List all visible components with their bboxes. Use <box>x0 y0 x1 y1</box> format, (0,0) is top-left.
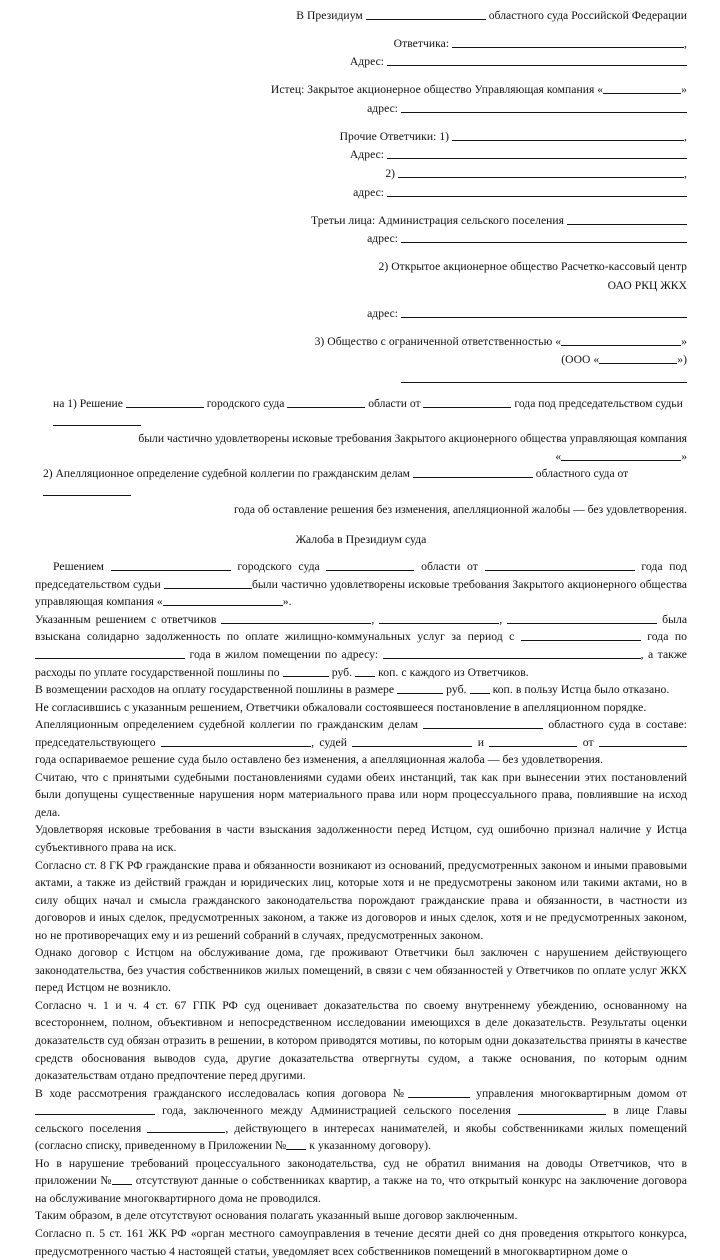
blank-other-respondent-2-address[interactable] <box>387 185 687 197</box>
p1-f-open: « <box>156 595 163 609</box>
paragraph-conclusion-no-contract: Таким образом, в деле отсутствуют основания полагать указанный выше договор заключенным. <box>35 1209 518 1223</box>
appealed-act-2-line-2: года об оставление решения без изменения, апелляционной жалобы — без удовлетворения. <box>234 502 687 516</box>
plaintiff-address-label: адрес: <box>367 101 399 115</box>
blank-p2-fee-rub[interactable] <box>283 665 329 677</box>
p11-b: управления многоквартирным домом от <box>476 1086 688 1100</box>
p1-e: были частично удовлетворены исковые требования Закрытого акционерного общества управляющая компания <box>35 577 688 609</box>
paragraph-debt-recovered <box>35 611 687 681</box>
blank-org3-address[interactable] <box>401 371 687 383</box>
p1-a: Решением <box>53 560 104 574</box>
paragraph-decision <box>35 558 687 611</box>
appealed-1-b: городского суда <box>206 397 285 411</box>
blank-org2-address[interactable] <box>401 306 687 318</box>
p1-d: года под председательством судьи <box>35 560 687 591</box>
other-respondent-2-line <box>35 165 687 184</box>
plaintiff-address-line <box>35 100 687 119</box>
other-respondent-2-address-line <box>35 184 687 203</box>
presidium-prefix: В Президиум <box>296 9 363 22</box>
blank-other-respondent-2[interactable] <box>398 166 684 178</box>
p1-b: городского суда <box>237 560 320 574</box>
blank-appealed-1-city-court[interactable] <box>126 396 204 408</box>
paragraph-contract-examined <box>35 1085 687 1155</box>
blank-p1-judge[interactable] <box>164 577 252 589</box>
blank-p5-date[interactable] <box>599 735 687 747</box>
blank-appealed-1-date[interactable] <box>423 396 511 408</box>
blank-presidium-court[interactable] <box>366 8 486 20</box>
p5-c: , судей <box>311 735 348 749</box>
org2-address-line <box>35 304 687 323</box>
appealed-2-b: областного суда от <box>535 467 629 481</box>
addressee-header <box>35 6 687 388</box>
other-respondent-1-address-label: Адрес: <box>349 148 385 162</box>
blank-third-party-address[interactable] <box>401 231 687 243</box>
blank-p5-judge-2[interactable] <box>489 735 577 747</box>
org2-address-label: адрес: <box>367 306 399 320</box>
respondent-line <box>35 34 687 53</box>
p2-g: коп. с каждого из Ответчиков. <box>378 665 529 679</box>
paragraph-gpk-art67: Согласно ч. 1 и ч. 4 ст. 67 ГПК РФ суд оценивает доказательства по своему внутреннему убеждению, основанному на всестороннем, полном, объективном и непосредственном исследовании имеющихся в деле доказательств. Результаты оценки доказательств суд обязан отразить в решении, в котором приводятся мотивы, по которым одни доказательства приняты в качестве средств обоснования выводов суда, другие доказательства отвергнуты судом, а также основания, по которым одним доказательствам отдано предпочтение перед другими. <box>35 998 687 1083</box>
blank-p11-contract-number[interactable] <box>408 1086 470 1098</box>
p3-b: руб. <box>446 683 467 697</box>
paragraph-contract-invalid: Однако договор с Истцом на обслуживание дома, где проживают Ответчики был заключен с нарушением действующего законодательства, без участия собственников жилых помещений, в связи с чем обязанностей у Ответчиков по оплате услуг ЖКХ перед Истцом не возникло. <box>35 946 687 995</box>
blank-p11-settlement[interactable] <box>518 1103 606 1115</box>
paragraph-appellate-ruling <box>35 716 687 769</box>
paragraph-violations-claim: Считаю, что с принятыми судебными постановлениями судами обеих инстанций, так как при вынесении этих постановлений были допущены существенные нарушения норм материального права или норм процессуального права, повлиявшие на исход дела. <box>35 770 687 819</box>
p5-b: областного суда в составе: председательствующего <box>35 718 688 749</box>
p2-b: была взыскана солидарно задолженность по оплате жилищно-коммунальных услуг за период с <box>35 612 688 644</box>
paragraph-fee-refused <box>35 681 687 699</box>
blank-appealed-1-region[interactable] <box>287 396 365 408</box>
p5-a: Апелляционным определением судебной коллегии по гражданским делам <box>35 718 419 732</box>
org3-prefix: 3) Общество с ограниченной ответственностью « <box>314 334 562 348</box>
blank-p2-period-from[interactable] <box>521 630 641 642</box>
p2-a: Указанным решением с ответчиков <box>35 612 217 626</box>
org3-abbrev-line <box>35 351 687 370</box>
appealed-1-a: на 1) Решение <box>53 397 123 411</box>
org3-line <box>35 332 687 351</box>
appealed-act-2-line-1 <box>35 465 687 500</box>
blank-appealed-1-judge[interactable] <box>53 414 141 426</box>
page-title: Жалоба в Президиум суда <box>295 532 427 547</box>
blank-p3-rub[interactable] <box>397 682 443 694</box>
blank-p2-premises-address[interactable] <box>383 647 641 659</box>
org2-line-2: ОАО РКЦ ЖКХ <box>607 278 687 292</box>
p3-a: В возмещении расходов на оплату государственной пошлины в размере <box>35 683 395 697</box>
blank-p2-respondent-1[interactable] <box>221 612 371 624</box>
p2-sep-2: , <box>499 612 503 626</box>
p11-c: года, заключенного между Администрацией сельского поселения <box>162 1104 511 1118</box>
blank-p11-annex-number[interactable] <box>286 1139 306 1151</box>
p12-b: отсутствуют данные о собственниках квартир, а также на то, что открытый конкурс на заключение договора на обслуживание многоквартирного дома не проводился. <box>35 1174 687 1205</box>
blank-appealed-1-company[interactable] <box>561 449 681 461</box>
other-respondents-line <box>35 127 687 146</box>
appealed-act-1-line-1 <box>35 395 687 430</box>
org3-abbrev-suffix: ») <box>677 352 687 366</box>
blank-p2-period-to[interactable] <box>35 647 185 659</box>
other-respondents-comma: , <box>684 129 687 143</box>
appealed-acts-block <box>35 395 687 518</box>
respondent-comma: , <box>684 36 687 50</box>
blank-plaintiff-name[interactable] <box>603 83 681 95</box>
other-respondents-label: Прочие Ответчики: 1) <box>339 129 450 143</box>
blank-appealed-2-region[interactable] <box>413 467 533 479</box>
other-respondent-1-address-line <box>35 146 687 165</box>
plaintiff-line <box>35 80 687 99</box>
plaintiff-prefix: Истец: Закрытое акционерное общество Управляющая компания « <box>270 83 604 97</box>
org3-address-line <box>35 370 687 389</box>
p11-a: В ходе рассмотрения гражданского исследовалась копия договора № <box>35 1086 408 1100</box>
p12-a: Но в нарушение требований процессуального законодательства, суд не обратил внимания на доводы Ответчиков, что в приложении № <box>35 1156 687 1188</box>
blank-respondent-name[interactable] <box>452 36 684 48</box>
appealed-1-c: области от <box>368 397 421 411</box>
blank-plaintiff-address[interactable] <box>401 101 687 113</box>
p2-sep-1: , <box>371 612 375 626</box>
third-parties-line <box>35 211 687 230</box>
paragraph-subjective-right: Удовлетворяя исковые требования в части взыскания задолженности перед Истцом, суд ошибочно признал наличие у Истца субъективного права на иск. <box>35 823 687 854</box>
document-body <box>35 558 687 1260</box>
p11-f: к указанному договору). <box>309 1139 431 1153</box>
appealed-1-quote-open: « <box>555 449 562 463</box>
p1-f-close: ». <box>282 595 292 609</box>
appealed-2-a: 2) Апелляционное определение судебной коллегии по гражданским делам <box>43 467 410 481</box>
p2-d: года в жилом помещении по адресу: <box>189 647 379 661</box>
blank-respondent-address[interactable] <box>387 55 687 67</box>
p5-d: и <box>477 735 485 749</box>
blank-appealed-2-date[interactable] <box>43 484 131 496</box>
paragraph-zhk-art161: Согласно п. 5 ст. 161 ЖК РФ «орган местного самоуправления в течение десяти дней со дня проведения открытого конкурса, предусмотренного частью 4 настоящей статьи, уведомляет всех собственников помещений в многоквартирном доме о <box>35 1227 687 1258</box>
appealed-1-d: года под председательством судьи <box>514 397 683 411</box>
p2-f: руб. <box>331 665 353 679</box>
blank-p2-fee-kop[interactable] <box>355 665 375 677</box>
third-party-address-label: адрес: <box>367 232 399 245</box>
p1-c: области от <box>421 560 478 574</box>
respondent-address-line <box>35 53 687 72</box>
blank-org3-abbrev[interactable] <box>599 352 677 364</box>
p5-e: от <box>582 735 594 749</box>
blank-p11-contract-date[interactable] <box>35 1103 155 1115</box>
appealed-1-quote-close: » <box>681 449 687 463</box>
blank-p2-respondent-3[interactable] <box>507 612 657 624</box>
paragraph-procedural-violation <box>35 1155 687 1208</box>
p11-d: в лице Главы сельского поселения <box>35 1104 688 1135</box>
blank-p3-kop[interactable] <box>470 682 490 694</box>
paragraph-civil-code-art8: Согласно ст. 8 ГК РФ гражданские права и обязанности возникают из оснований, предусмотренных законом и иными правовыми актами, а также из действий граждан и юридических лиц, которые хотя и не предусмотрены законом или такими актами, но в силу общих начал и смысла гражданского законодательства порождают гражданские права и обязанности, в частности из договоров и иных сделок, предусмотренных законом, а также из договоров и иных сделок, хотя и не предусмотренных законом, но не противоречащих ему и из решений собраний в случаях, предусмотренных законом. <box>35 858 687 942</box>
blank-p5-presiding-judge[interactable] <box>161 735 311 747</box>
org3-suffix: » <box>681 334 687 348</box>
blank-p1-date[interactable] <box>485 560 635 572</box>
blank-p5-judge-1[interactable] <box>352 735 472 747</box>
org3-abbrev-prefix: (ООО « <box>561 352 600 366</box>
blank-p1-city-court[interactable] <box>111 560 231 572</box>
third-parties-prefix: Третьи лица: Администрация сельского поселения <box>311 213 565 227</box>
p3-c: коп. в пользу Истца было отказано. <box>492 683 670 697</box>
other-respondent-2-label: 2) <box>385 166 396 180</box>
blank-p1-region[interactable] <box>326 560 414 572</box>
p11-e: , действующего в интересах нанимателей, и якобы собственниками жилых помещений (согласно списку, приведенному в Приложении № <box>35 1121 687 1153</box>
appealed-act-1-line-2: были частично удовлетворены исковые требования Закрытого акционерного общества управляющая компания <box>138 432 687 446</box>
paragraph-appeal-filed: Не согласившись с указанным решением, Ответчики обжаловали состоявшееся постановление в апелляционном порядке. <box>35 700 647 714</box>
address-label: Адрес: <box>349 55 385 69</box>
respondent-label: Ответчика: <box>393 36 450 50</box>
third-party-address-line <box>35 230 687 249</box>
presidium-line <box>35 6 687 25</box>
p2-e: , а также расходы по уплате государственной пошлины по <box>35 647 687 679</box>
blank-other-respondent-1[interactable] <box>452 129 684 141</box>
appealed-act-1-line-3 <box>35 448 687 466</box>
other-respondent-2-comma: , <box>684 166 687 180</box>
blank-org3-name[interactable] <box>561 334 681 346</box>
presidium-suffix: областного суда Российской Федерации <box>488 9 687 22</box>
other-respondent-2-address-label: адрес: <box>353 185 385 199</box>
blank-p12-annex-number[interactable] <box>112 1174 132 1186</box>
blank-p11-head-name[interactable] <box>147 1121 225 1133</box>
p2-c: года по <box>647 630 688 644</box>
org2-line-1: 2) Открытое акционерное общество Расчетко-кассовый центр <box>378 260 687 274</box>
blank-third-party-settlement[interactable] <box>567 213 687 225</box>
blank-p1-company[interactable] <box>163 595 283 607</box>
blank-other-respondent-1-address[interactable] <box>387 148 687 160</box>
blank-p2-respondent-2[interactable] <box>379 612 499 624</box>
p5-f: года оспариваемое решение суда было оставлено без изменения, а апелляционная жалоба — без удовлетворения. <box>35 753 604 767</box>
plaintiff-suffix: » <box>681 83 687 97</box>
blank-p5-region[interactable] <box>423 717 543 729</box>
